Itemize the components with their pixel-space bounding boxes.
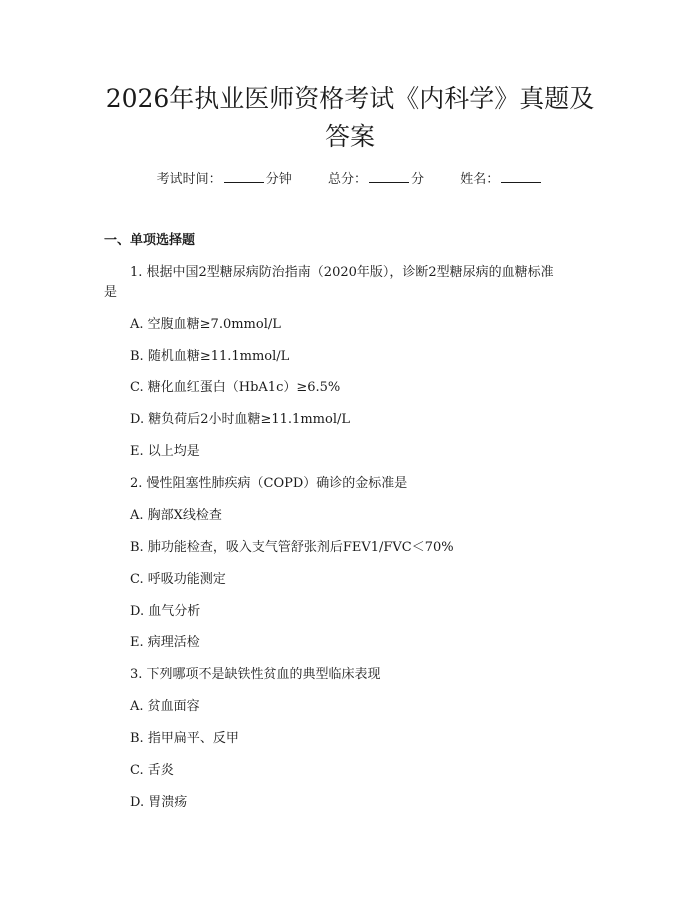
question-2-option-b: B. 肺功能检查，吸入支气管舒张剂后FEV1/FVC＜70% (130, 540, 454, 555)
section-heading: 一、单项选择题 (104, 233, 196, 248)
question-1-stem-cont: 是 (104, 285, 118, 300)
question-1-option-b: B. 随机血糖≥11.1mmol/L (130, 349, 290, 364)
score-label: 总分： (327, 172, 367, 187)
question-1-option-e: E. 以上均是 (130, 444, 200, 459)
question-2-option-c: C. 呼吸功能测定 (130, 572, 226, 587)
question-3-option-c: C. 舌炎 (130, 763, 174, 778)
question-2-stem: 2. 慢性阻塞性肺疾病（COPD）确诊的金标准是 (130, 476, 408, 491)
time-blank (224, 170, 264, 183)
exam-title-line2: 答案 (324, 122, 375, 151)
question-3-stem: 3. 下列哪项不是缺铁性贫血的典型临床表现 (130, 667, 381, 682)
exam-title-line1: 2026年执业医师资格考试《内科学》真题及 (105, 84, 595, 113)
time-unit: 分钟 (265, 172, 292, 187)
exam-meta (0, 170, 700, 189)
question-2-option-d: D. 血气分析 (130, 604, 201, 619)
question-1-option-c: C. 糖化血红蛋白（HbA1c）≥6.5% (130, 380, 341, 395)
question-1-option-d: D. 糖负荷后2小时血糖≥11.1mmol/L (130, 412, 350, 427)
question-2-option-e: E. 病理活检 (130, 635, 200, 650)
score-blank (369, 170, 409, 183)
question-2-option-a: A. 胸部X线检查 (130, 508, 222, 523)
name-label: 姓名： (460, 172, 500, 187)
question-1-stem: 1. 根据中国2型糖尿病防治指南（2020年版），诊断2型糖尿病的血糖标准 (130, 265, 554, 280)
exam-title (60, 80, 640, 156)
question-3-option-d: D. 胃溃疡 (130, 795, 188, 810)
name-blank (501, 170, 541, 183)
question-3-option-a: A. 贫血面容 (130, 699, 200, 714)
question-1-option-a: A. 空腹血糖≥7.0mmol/L (130, 317, 281, 332)
time-label: 考试时间： (156, 172, 222, 187)
score-unit: 分 (411, 172, 425, 187)
question-3-option-b: B. 指甲扁平、反甲 (130, 731, 239, 746)
